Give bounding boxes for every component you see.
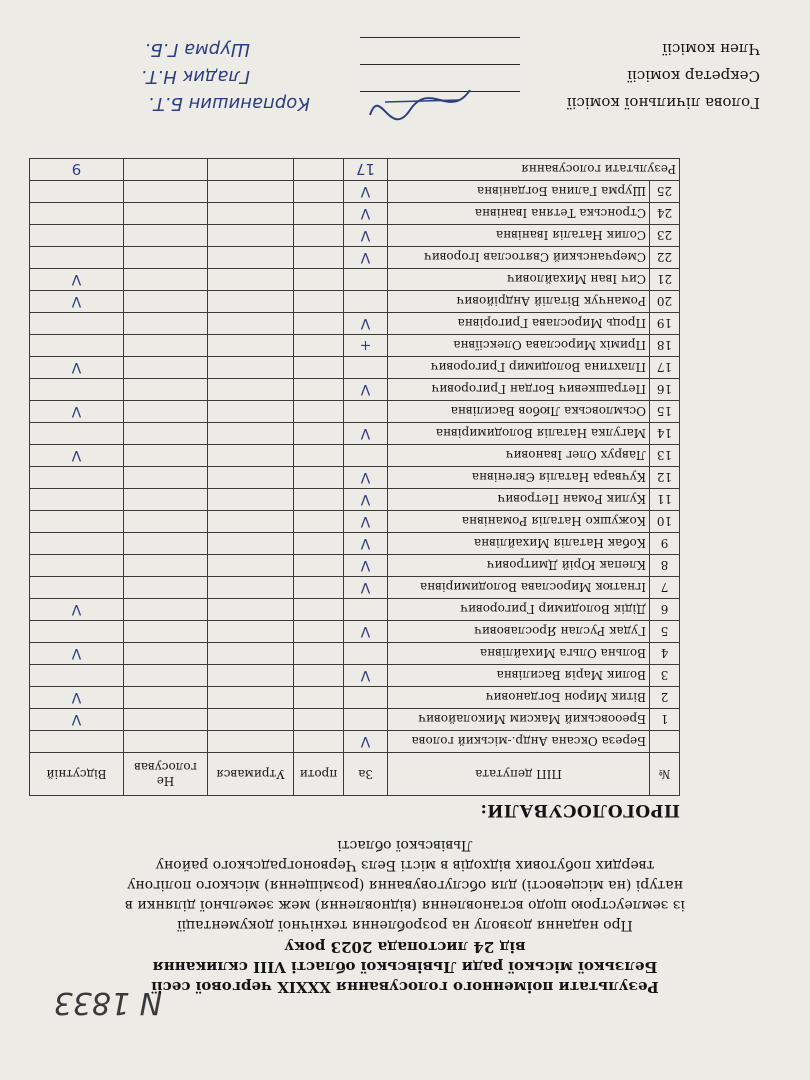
vote-mark-not-voted [124,555,208,577]
vote-mark-for: V [344,313,388,335]
handwritten-doc-number: N 1833 [53,985,162,1020]
table-row [30,313,680,335]
table-row [30,269,680,291]
vote-mark-not-voted [124,291,208,313]
vote-mark-against [294,599,344,621]
row-number: 10 [650,511,680,533]
vote-mark-for [344,445,388,467]
vote-mark-for: V [344,203,388,225]
vote-mark-absent: V [30,687,124,709]
sig-chair-name: Корпанишин Б.Т. [148,93,310,114]
vote-mark-abstain [208,225,294,247]
row-number: 15 [650,401,680,423]
deputy-name: Романчук Віталій Андрійович [388,291,650,313]
row-number: 13 [650,445,680,467]
voted-heading: ПРОГОЛОСУВАЛИ: [480,800,680,820]
table-row [30,643,680,665]
table-row [30,489,680,511]
row-number: 23 [650,225,680,247]
vote-mark-absent: V [30,291,124,313]
table-row [30,225,680,247]
table-row [30,577,680,599]
vote-mark-for: V [344,379,388,401]
row-number: 18 [650,335,680,357]
handwritten-signature [360,70,480,130]
vote-mark-absent [30,621,124,643]
row-number: 6 [650,599,680,621]
deputy-name: Волик Марія Василівна [388,665,650,687]
row-number: 24 [650,203,680,225]
vote-mark-absent [30,313,124,335]
table-row [30,621,680,643]
row-number: 12 [650,467,680,489]
vote-mark-for: V [344,489,388,511]
vote-mark-against [294,555,344,577]
vote-mark-not-voted [124,687,208,709]
deputy-name: Осьмловська Любов Василівна [388,401,650,423]
doc-date: від 24 листопада 2023 року [284,938,526,956]
row-number: 3 [650,665,680,687]
vote-mark-against [294,269,344,291]
vote-mark-for: V [344,555,388,577]
row-number: 14 [650,423,680,445]
vote-mark-not-voted [124,423,208,445]
table-row [30,291,680,313]
vote-mark-not-voted [124,511,208,533]
table-row [30,533,680,555]
vote-mark-against [294,203,344,225]
sig-secretary-label: Секретар комісії [627,67,760,85]
col-header-name: ПІП депутата [388,753,650,796]
vote-mark-against [294,357,344,379]
row-number: 4 [650,643,680,665]
vote-mark-not-voted [124,731,208,753]
vote-mark-against [294,379,344,401]
table-row [30,181,680,203]
total-absent: 9 [30,159,124,181]
vote-mark-for [344,357,388,379]
vote-mark-absent [30,511,124,533]
col-header-against: проти [294,753,344,796]
vote-mark-against [294,621,344,643]
row-number: 2 [650,687,680,709]
vote-mark-absent [30,379,124,401]
vote-mark-against [294,665,344,687]
vote-mark-absent: V [30,599,124,621]
vote-mark-abstain [208,731,294,753]
deputy-name: Плахтина Володимир Григорович [388,357,650,379]
col-header-not-voted: Не голосував [124,753,208,796]
vote-mark-not-voted [124,357,208,379]
vote-mark-abstain [208,379,294,401]
deputy-name: Бреоовський Максим Миколайович [388,709,650,731]
vote-mark-not-voted [124,313,208,335]
vote-mark-for [344,269,388,291]
row-number: 8 [650,555,680,577]
vote-mark-absent [30,423,124,445]
total-not-voted [124,159,208,181]
vote-mark-against [294,643,344,665]
vote-mark-for [344,643,388,665]
deputy-name: Гудак Руслан Ярославович [388,621,650,643]
doc-subject-line3: натурі (на місцевості) для обслуговування (розміщення) міського полігону [127,877,683,893]
vote-mark-not-voted [124,225,208,247]
vote-mark-for: V [344,577,388,599]
row-number: 1 [650,709,680,731]
vote-mark-absent [30,203,124,225]
row-number: 5 [650,621,680,643]
row-number: 11 [650,489,680,511]
vote-mark-against [294,577,344,599]
totals-row [30,159,680,181]
vote-mark-for: V [344,665,388,687]
vote-mark-not-voted [124,709,208,731]
sig-member-label: Член комісії [662,40,760,58]
row-number: 22 [650,247,680,269]
vote-mark-for: V [344,247,388,269]
vote-mark-against [294,335,344,357]
vote-mark-for [344,687,388,709]
deputy-name: Вольна Ольга Михайлівна [388,643,650,665]
vote-mark-against [294,709,344,731]
vote-mark-not-voted [124,621,208,643]
doc-subject-line4: твердих побутових відходів в місті Белз Червоноградського району [155,857,655,873]
vote-mark-for: V [344,423,388,445]
vote-mark-for: V [344,467,388,489]
vote-mark-abstain [208,335,294,357]
table-row [30,511,680,533]
table-row [30,445,680,467]
vote-mark-abstain [208,643,294,665]
col-header-abstain: Утримався [208,753,294,796]
vote-mark-abstain [208,467,294,489]
deputy-name: Стронська Тетяна Іванівна [388,203,650,225]
deputy-name: Кучвара Наталія Євгенівна [388,467,650,489]
vote-mark-against [294,181,344,203]
vote-mark-abstain [208,599,294,621]
vote-mark-for: + [344,335,388,357]
vote-mark-absent [30,335,124,357]
table-row [30,599,680,621]
row-number: 7 [650,577,680,599]
vote-mark-abstain [208,665,294,687]
table-header-row [30,753,680,796]
deputy-name: Шурма Галина Богданівна [388,181,650,203]
vote-mark-not-voted [124,577,208,599]
vote-mark-for: V [344,225,388,247]
vote-mark-abstain [208,269,294,291]
total-abstain [208,159,294,181]
table-row [30,731,680,753]
row-number: 17 [650,357,680,379]
vote-mark-absent [30,665,124,687]
sig-chair-label: Голова лічильної комісії [566,94,760,112]
vote-mark-against [294,533,344,555]
vote-mark-for: V [344,181,388,203]
vote-mark-for: V [344,731,388,753]
row-number: 16 [650,379,680,401]
vote-mark-abstain [208,181,294,203]
vote-mark-against [294,225,344,247]
vote-mark-abstain [208,621,294,643]
row-number: 25 [650,181,680,203]
deputy-name: Кожушко Наталія Романівна [388,511,650,533]
vote-mark-against [294,291,344,313]
row-number: 21 [650,269,680,291]
col-header-num: № [650,753,680,796]
vote-mark-not-voted [124,467,208,489]
vote-mark-against [294,687,344,709]
vote-mark-absent [30,225,124,247]
vote-mark-abstain [208,401,294,423]
table-row [30,203,680,225]
vote-mark-absent: V [30,357,124,379]
deputy-name: Кулик Роман Петрович [388,489,650,511]
totals-label: Результати голосування [388,159,680,181]
vote-mark-not-voted [124,643,208,665]
table-row [30,247,680,269]
deputy-name: Клепак Юрій Дмитрович [388,555,650,577]
doc-subject-line2: із землеустрою щодо встановлення (відновлення) меж земельної ділянки в [125,897,685,913]
vote-mark-abstain [208,489,294,511]
vote-mark-for [344,709,388,731]
vote-mark-not-voted [124,247,208,269]
sig-secretary-line [360,64,520,65]
vote-mark-not-voted [124,203,208,225]
vote-mark-not-voted [124,445,208,467]
deputy-name: Кобак Наталія Михайлівна [388,533,650,555]
vote-mark-absent [30,247,124,269]
vote-mark-against [294,247,344,269]
vote-mark-abstain [208,577,294,599]
vote-mark-abstain [208,511,294,533]
deputy-name: Ігнатюк Мирослава Володимирівна [388,577,650,599]
vote-mark-against [294,511,344,533]
doc-title: Результати поіменного голосування XXXIX чергової сесії [151,978,659,996]
vote-mark-abstain [208,247,294,269]
total-against [294,159,344,181]
deputy-name: Смерчанський Святослав Ігорович [388,247,650,269]
vote-mark-for: V [344,621,388,643]
deputy-name: Сич Іван Михайлович [388,269,650,291]
vote-mark-against [294,423,344,445]
vote-mark-absent: V [30,401,124,423]
row-number: 20 [650,291,680,313]
vote-mark-absent [30,555,124,577]
total-for: 17 [344,159,388,181]
table-row [30,357,680,379]
vote-mark-absent: V [30,269,124,291]
table-row [30,687,680,709]
doc-subject: Про надання дозволу на розроблення технічної документації [177,917,633,933]
vote-mark-absent: V [30,445,124,467]
vote-mark-for: V [344,511,388,533]
table-row [30,709,680,731]
vote-mark-abstain [208,445,294,467]
vote-mark-not-voted [124,401,208,423]
vote-mark-not-voted [124,269,208,291]
deputy-name: Дідік Володимир Григорович [388,599,650,621]
vote-mark-absent: V [30,643,124,665]
sig-secretary-name: Гладик Н.Т. [140,66,250,87]
vote-mark-not-voted [124,181,208,203]
vote-mark-absent [30,181,124,203]
row-number [650,731,680,753]
vote-mark-against [294,445,344,467]
vote-mark-absent [30,467,124,489]
table-row [30,555,680,577]
deputy-name: Вітик Мирон Богданович [388,687,650,709]
vote-mark-against [294,731,344,753]
row-number: 19 [650,313,680,335]
deputy-name: Проць Мирослава Григорівна [388,313,650,335]
deputy-name: Петрашкевич Богдан Григорович [388,379,650,401]
vote-mark-not-voted [124,599,208,621]
vote-mark-for: V [344,533,388,555]
vote-mark-abstain [208,555,294,577]
vote-mark-abstain [208,687,294,709]
sig-member-name: Шурма Г.Б. [144,39,250,60]
table-row [30,665,680,687]
vote-mark-absent [30,577,124,599]
vote-mark-against [294,313,344,335]
vote-mark-against [294,489,344,511]
vote-mark-abstain [208,203,294,225]
voting-table [29,158,680,796]
table-row [30,467,680,489]
table-row [30,379,680,401]
doc-subject-line5: Львівської області [337,837,473,853]
vote-mark-not-voted [124,665,208,687]
vote-mark-abstain [208,291,294,313]
col-header-for: За [344,753,388,796]
deputy-name: Приміх Мирослава Олексіївна [388,335,650,357]
vote-mark-abstain [208,423,294,445]
row-number: 9 [650,533,680,555]
vote-mark-for [344,599,388,621]
vote-mark-absent [30,533,124,555]
table-row [30,401,680,423]
vote-mark-abstain [208,357,294,379]
deputy-name: Магулка Наталія Володимирівна [388,423,650,445]
deputy-name: Солик Наталія Іванівна [388,225,650,247]
sig-member-line [360,37,520,38]
vote-mark-not-voted [124,533,208,555]
vote-mark-against [294,467,344,489]
vote-mark-for [344,291,388,313]
vote-mark-not-voted [124,379,208,401]
vote-mark-absent [30,489,124,511]
table-row [30,423,680,445]
doc-title-line2: Белзької міської ради Львівської області VIII скликання [152,958,658,976]
col-header-absent: Відсутній [30,753,124,796]
vote-mark-against [294,401,344,423]
vote-mark-absent [30,731,124,753]
vote-mark-abstain [208,313,294,335]
vote-mark-absent: V [30,709,124,731]
vote-mark-not-voted [124,335,208,357]
deputy-name: Лаврух Олег Іванович [388,445,650,467]
vote-mark-abstain [208,709,294,731]
vote-mark-for [344,401,388,423]
vote-mark-not-voted [124,489,208,511]
deputy-name: Береза Оксана Андр.-міський голова [388,731,650,753]
table-row [30,335,680,357]
vote-mark-abstain [208,533,294,555]
